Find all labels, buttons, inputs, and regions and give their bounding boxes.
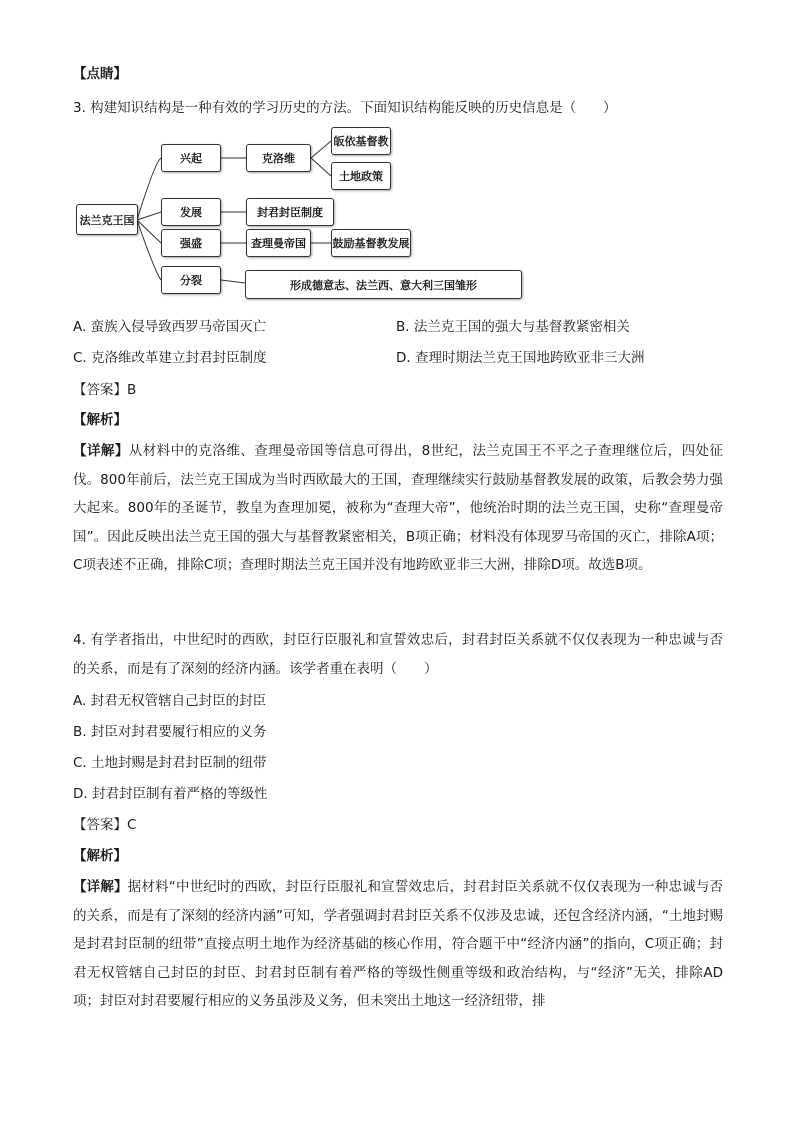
q3-detail-text: 从材料中的克洛维、查理曼帝国等信息可得出，8世纪，法兰克国王不平之子查理继位后，四处征伐。800年前后，法兰克王国成为当时西欧最大的王国，查理继续实行鼓励基督教发展的政策，后教会势力强大起来。800年的圣诞节，教皇为查理加冕，被称为“查理大帝”，他统治时期的法兰克王国，史称“查理曼帝国”。因此反映出法兰克王国的强大与基督教紧密相关，B项正确；材料没有体现罗马帝国的灭亡，排除A项；C项表述不正确，排除C项；查理时期法兰克王国并没有地跨欧亚非三大洲，排除D项。故选B项。 xyxy=(73,443,724,574)
q3-option-b: B. 法兰克王国的强大与基督教紧密相关 xyxy=(396,319,630,335)
q4-detail-label: 【详解】 xyxy=(73,879,128,895)
connector-clovis-a xyxy=(311,141,331,158)
q3-detail xyxy=(73,437,723,580)
q3-answer: 【答案】B xyxy=(73,382,137,398)
q4-answer: 【答案】C xyxy=(73,817,137,833)
node-charlemagne: 查理曼帝国 xyxy=(246,229,311,257)
node-encourage-christianity: 鼓励基督教发展 xyxy=(331,229,411,257)
node-rise: 兴起 xyxy=(161,144,221,172)
q3-option-d: D. 查理时期法兰克王国地跨欧亚非三大洲 xyxy=(396,350,645,366)
q4-analysis-label: 【解析】 xyxy=(73,848,127,864)
q4-detail-text: 据材料“中世纪时的西欧，封臣行臣服礼和宣誓效忠后，封君封臣关系就不仅仅表现为一种忠诚与否的关系，而是有了深刻的经济内涵”可知，学者强调封君封臣关系不仅涉及忠诚，还包含经济内涵，“土地封赐是封君封臣制的纽带”直接点明土地作为经济基础的核心作用，符合题干中“经济内涵”的指向，C项正确；封君无权管辖自己封臣的封臣、封君封臣制有着严格的等级性侧重等级和政治结构，与“经济”无关，排除AD项；封臣对封君要履行相应的义务虽涉及义务，但未突出土地这一经济纽带，排 xyxy=(73,879,724,1010)
node-prosperity: 强盛 xyxy=(161,229,221,257)
node-clovis: 克洛维 xyxy=(246,144,311,172)
node-land-policy: 土地政策 xyxy=(331,162,391,190)
connector-clovis-b xyxy=(311,158,331,176)
q3-stem: 3. 构建知识结构是一种有效的学习历史的方法。下面知识结构能反映的历史信息是（ ） xyxy=(73,100,617,116)
connector-root-b4 xyxy=(137,220,161,280)
q4-detail xyxy=(73,873,723,1016)
node-root: 法兰克王国 xyxy=(76,204,138,235)
node-feudal-system: 封君封臣制度 xyxy=(246,198,334,226)
q4-option-d: D. 封君封臣制有着严格的等级性 xyxy=(73,786,268,802)
q4-stem: 4. 有学者指出，中世纪时的西欧，封臣行臣服礼和宣誓效忠后，封君封臣关系就不仅仅表现为一种忠诚与否的关系，而是有了深刻的经济内涵。该学者重在表明（ ） xyxy=(73,632,723,677)
connector-b4-sub xyxy=(221,280,245,283)
node-christianity: 皈依基督教 xyxy=(331,127,391,155)
connector-root-b2 xyxy=(137,212,161,220)
dianjing-label: 【点睛】 xyxy=(73,66,127,82)
connector-root-b1 xyxy=(137,158,161,220)
q4-option-b: B. 封臣对封君要履行相应的义务 xyxy=(73,724,267,740)
q3-option-c: C. 克洛维改革建立封君封臣制度 xyxy=(73,350,267,366)
q3-detail-label: 【详解】 xyxy=(73,443,129,459)
node-three-nations: 形成德意志、法兰西、意大利三国雏形 xyxy=(245,270,522,299)
q4-option-c: C. 土地封赐是封君封臣制的纽带 xyxy=(73,755,267,771)
q3-option-a: A. 蛮族入侵导致西罗马帝国灭亡 xyxy=(73,319,267,335)
node-division: 分裂 xyxy=(161,266,221,294)
q4-option-a: A. 封君无权管辖自己封臣的封臣 xyxy=(73,693,267,709)
node-development: 发展 xyxy=(161,198,221,226)
q3-analysis-label: 【解析】 xyxy=(73,412,127,428)
knowledge-structure-diagram xyxy=(75,122,535,308)
